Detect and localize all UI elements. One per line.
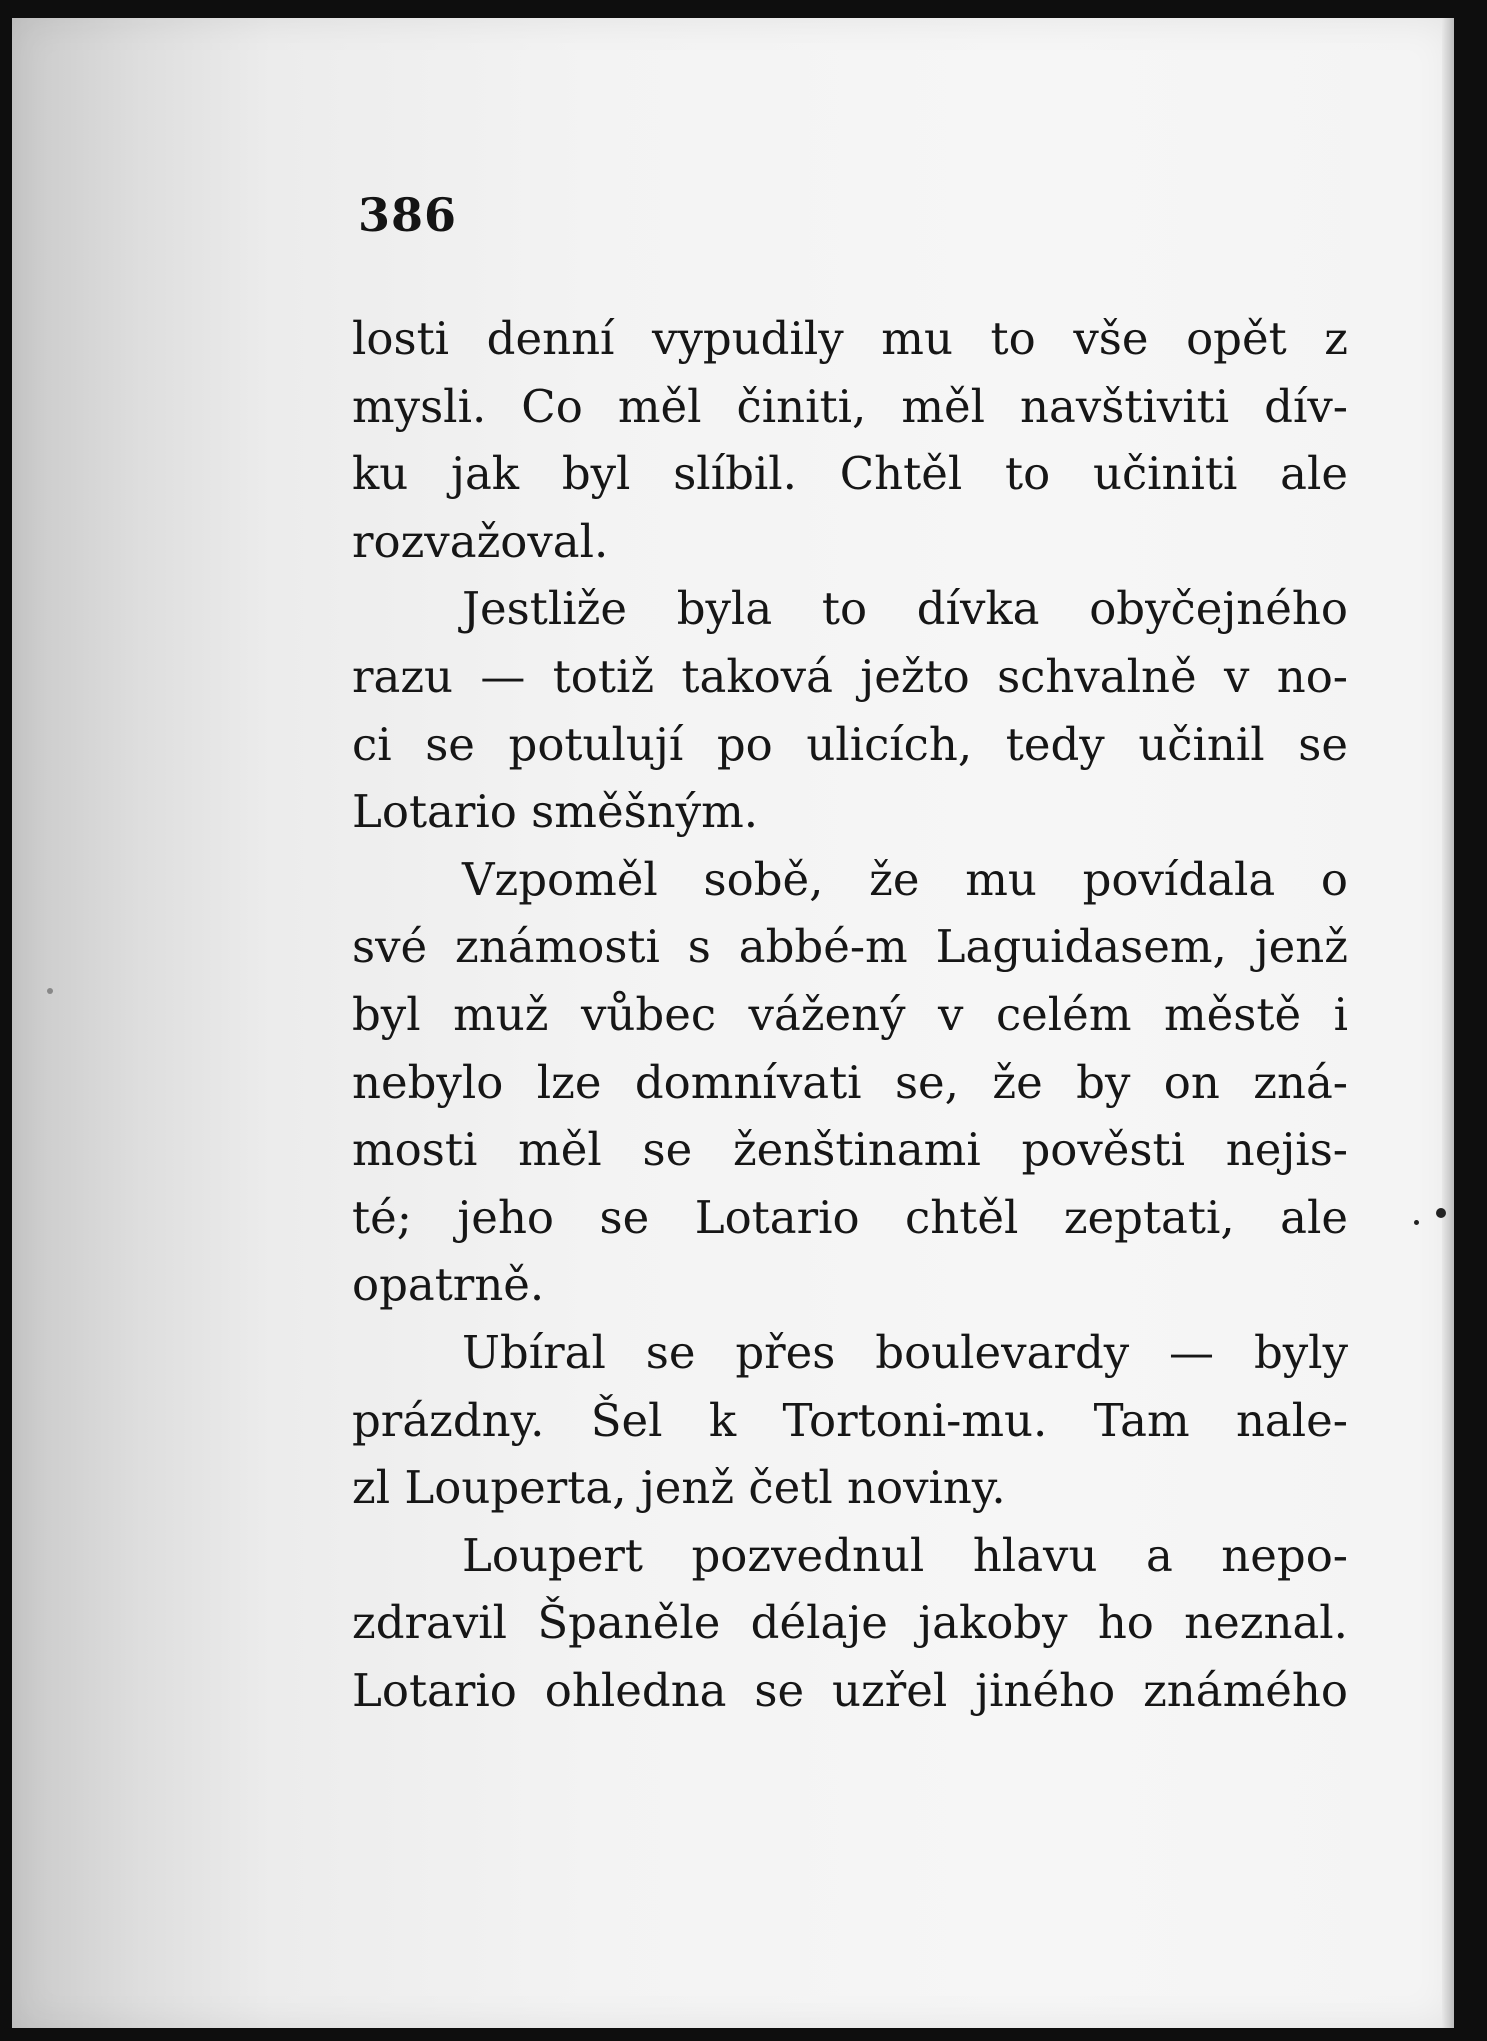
ink-speck xyxy=(1414,1220,1419,1225)
text-line: té; jeho se Lotario chtěl zeptati, ale xyxy=(352,1190,1348,1244)
text-line: Vzpoměl sobě, že mu povídala o xyxy=(462,852,1348,906)
text-line: Lotario směšným. xyxy=(352,785,759,839)
text-line: Jestliže byla to dívka obyčejného xyxy=(462,582,1348,636)
text-line: své známosti s abbé-m Laguidasem, jenž xyxy=(352,920,1348,974)
page-edge xyxy=(1442,18,1454,2028)
text-line: zdravil Španěle délaje jakoby ho neznal. xyxy=(352,1596,1348,1650)
text-line: razu — totiž taková ježto schvalně v no- xyxy=(352,649,1348,703)
text-line: prázdny. Šel k Tortoni-mu. Tam nale- xyxy=(352,1393,1348,1447)
text-line: Lotario ohledna se uzřel jiného známého xyxy=(352,1663,1348,1717)
text-line: Ubíral se přes boulevardy — byly xyxy=(462,1325,1348,1379)
text-line: losti denní vypudily mu to vše opět z xyxy=(352,312,1348,365)
body-text xyxy=(352,305,1348,1724)
text-line: rozvažoval. xyxy=(352,514,609,568)
ink-speck xyxy=(47,988,53,994)
text-line: Loupert pozvednul hlavu a nepo- xyxy=(462,1528,1348,1582)
text-line: opatrně. xyxy=(352,1258,545,1312)
text-line: mosti měl se ženštinami pověsti nejis- xyxy=(352,1123,1348,1177)
text-line: zl Louperta, jenž četl noviny. xyxy=(352,1461,1006,1515)
text-line: ku jak byl slíbil. Chtěl to učiniti ale xyxy=(352,447,1348,501)
page-number: 386 xyxy=(358,188,458,242)
text-line: nebylo lze domnívati se, že by on zná- xyxy=(352,1055,1348,1109)
text-line: mysli. Co měl činiti, měl navštiviti dív- xyxy=(352,379,1348,433)
text-line: byl muž vůbec vážený v celém městě i xyxy=(352,987,1348,1041)
text-line: ci se potulují po ulicích, tedy učinil se xyxy=(352,717,1348,771)
ink-speck xyxy=(1436,1208,1446,1218)
